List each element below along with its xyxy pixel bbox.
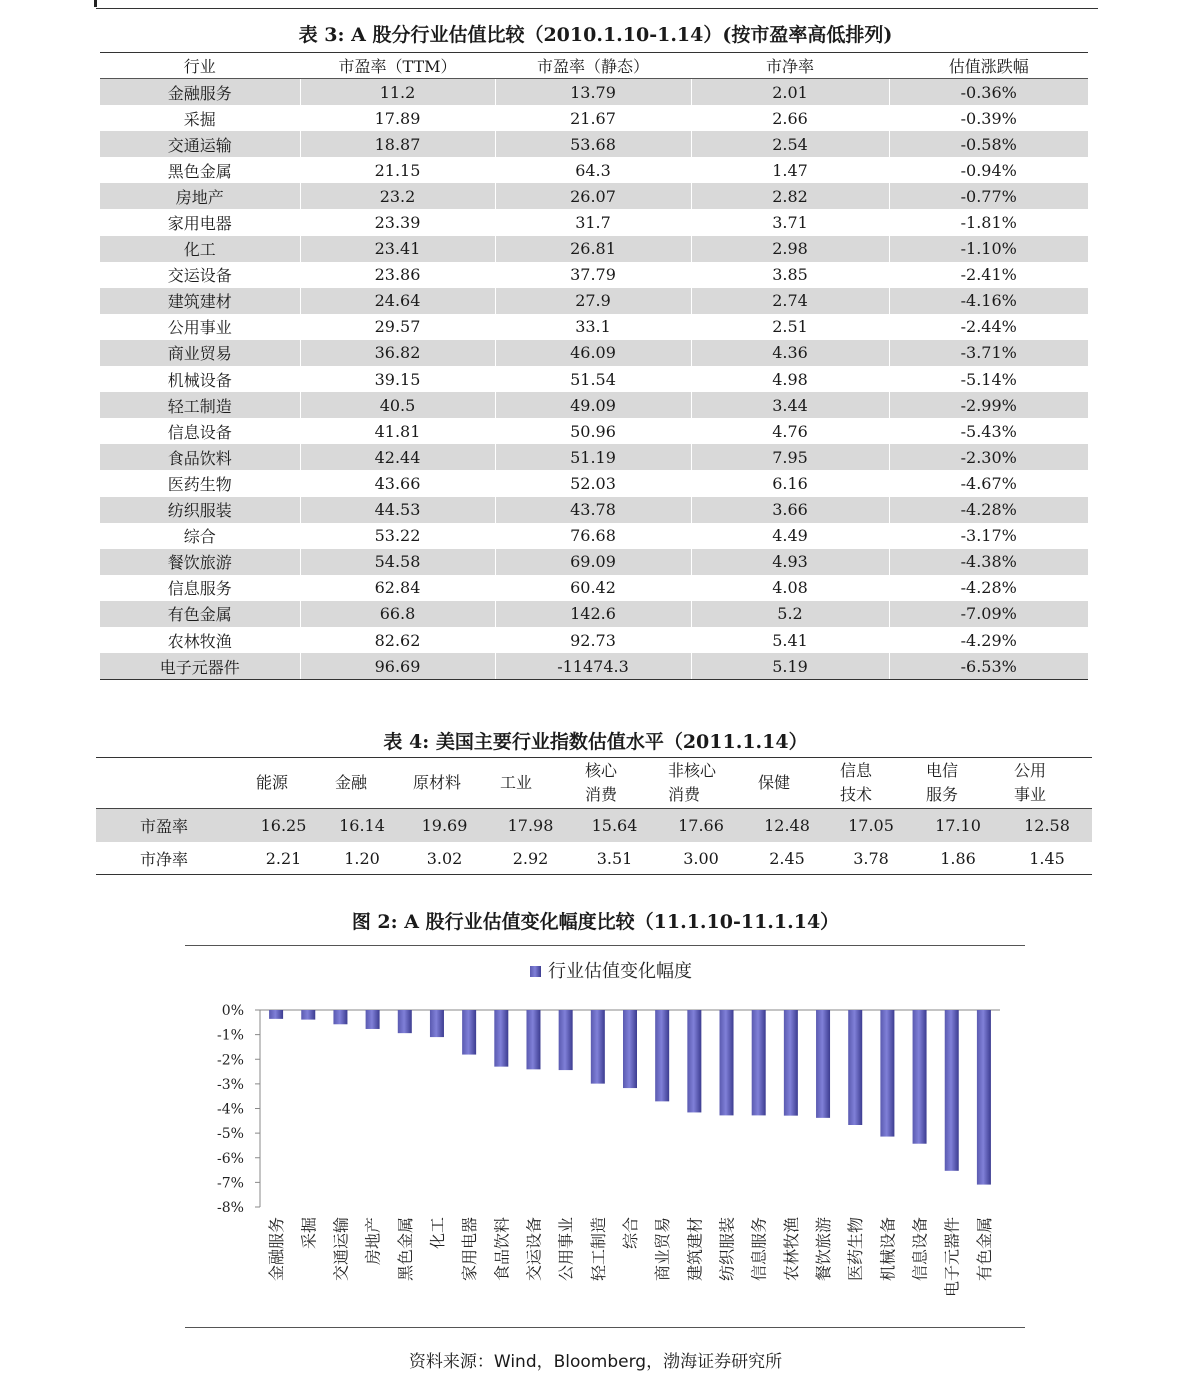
table-cell: 3.66 xyxy=(691,497,889,523)
table-header-row xyxy=(96,758,1092,809)
x-tick-label: 房地产 xyxy=(363,1217,383,1266)
table-row xyxy=(100,366,1088,392)
header-line: 技术 xyxy=(840,785,873,804)
table-cell: 11.2 xyxy=(300,79,495,106)
header-line: 消费 xyxy=(585,785,618,804)
table-cell: 5.19 xyxy=(691,653,889,680)
table4-caption: 表 4: 美国主要行业指数估值水平（2011.1.14） xyxy=(383,731,808,753)
corner-cell xyxy=(96,758,244,809)
table-cell: 3.51 xyxy=(573,842,656,875)
table-cell: -4.16% xyxy=(889,288,1088,314)
table-cell: 3.44 xyxy=(691,392,889,418)
table-cell: 46.09 xyxy=(495,340,691,366)
bar xyxy=(655,1010,669,1101)
industry-name: 餐饮旅游 xyxy=(100,549,300,575)
table-cell: 15.64 xyxy=(573,809,656,843)
table-cell: 62.84 xyxy=(300,575,495,601)
x-tick-label: 机械设备 xyxy=(878,1217,898,1282)
x-tick-label: 农林牧渔 xyxy=(781,1217,801,1282)
table-cell: 4.98 xyxy=(691,366,889,392)
x-tick-label: 纺织服装 xyxy=(717,1217,737,1282)
table-cell: 19.69 xyxy=(401,809,488,843)
industry-name: 综合 xyxy=(183,527,216,547)
bar xyxy=(333,1010,347,1024)
table-cell: 82.62 xyxy=(300,627,495,653)
table-cell: 16.14 xyxy=(323,809,401,843)
table-cell: 2.82 xyxy=(691,183,889,209)
column-header: 市盈率（静态） xyxy=(495,53,691,79)
table-cell: 4.49 xyxy=(691,523,889,549)
header-line: 保健 xyxy=(758,773,791,792)
table-row xyxy=(100,392,1088,418)
column-header xyxy=(828,758,914,809)
header-line: 原材料 xyxy=(413,773,462,792)
bar xyxy=(913,1010,927,1144)
table-cell: 2.01 xyxy=(691,79,889,106)
header-line: 工业 xyxy=(500,773,533,792)
table-cell: -4.38% xyxy=(889,549,1088,575)
table-row xyxy=(96,809,1092,843)
table-cell: 2.21 xyxy=(244,842,323,875)
table-row xyxy=(100,418,1088,444)
industry-name: 医药生物 xyxy=(167,474,232,494)
table-cell: -2.41% xyxy=(889,262,1088,288)
table-cell: 2.51 xyxy=(691,314,889,340)
y-tick-label: -2% xyxy=(217,1052,244,1069)
table-row xyxy=(100,131,1088,157)
industry-name: 公用事业 xyxy=(167,318,232,338)
column-header xyxy=(401,758,488,809)
table-cell: 12.58 xyxy=(1002,809,1092,843)
table-row xyxy=(100,601,1088,627)
bar xyxy=(591,1010,605,1084)
table-row xyxy=(100,288,1088,314)
table-row xyxy=(100,523,1088,549)
industry-name: 电子元器件 xyxy=(100,653,300,680)
x-tick-label: 建筑建材 xyxy=(685,1217,705,1282)
table-cell: 4.08 xyxy=(691,575,889,601)
table-cell: 23.86 xyxy=(300,262,495,288)
industry-name: 交通运输 xyxy=(100,131,300,157)
column-header: 行业 xyxy=(100,53,300,79)
valuation-change-chart xyxy=(185,945,1025,1328)
table3-caption: 表 3: A 股分行业估值比较（2010.1.10-1.14）(按市盈率高低排列) xyxy=(298,24,893,46)
table-row xyxy=(100,262,1088,288)
table-header-row xyxy=(100,53,1088,79)
column-header xyxy=(244,758,323,809)
table-cell: 69.09 xyxy=(495,549,691,575)
table-cell: 3.02 xyxy=(401,842,488,875)
table-row xyxy=(100,627,1088,653)
table-cell: -3.17% xyxy=(889,523,1088,549)
table-cell: 96.69 xyxy=(300,653,495,680)
header-line: 公用 xyxy=(1014,761,1047,780)
x-tick-label: 商业贸易 xyxy=(653,1217,673,1282)
column-header: 市盈率（TTM） xyxy=(300,53,495,79)
bar xyxy=(945,1010,959,1171)
table-cell: 60.42 xyxy=(495,575,691,601)
table-cell: 53.22 xyxy=(300,523,495,549)
table-cell: 13.79 xyxy=(495,79,691,106)
x-tick-label: 采掘 xyxy=(299,1217,319,1250)
column-header xyxy=(1002,758,1092,809)
table-cell: 3.85 xyxy=(691,262,889,288)
table-cell: 4.76 xyxy=(691,418,889,444)
bar xyxy=(430,1010,444,1037)
table-row xyxy=(100,470,1088,496)
table-cell: -4.28% xyxy=(889,575,1088,601)
industry-name: 机械设备 xyxy=(167,370,232,390)
header-line: 金融 xyxy=(335,773,368,792)
bar xyxy=(880,1010,894,1137)
table-cell: 5.2 xyxy=(691,601,889,627)
x-tick-label: 信息服务 xyxy=(749,1217,769,1282)
table-cell: 51.54 xyxy=(495,366,691,392)
industry-name: 食品饮料 xyxy=(100,444,300,470)
industry-name: 商业贸易 xyxy=(100,340,300,366)
bar xyxy=(848,1010,862,1125)
table-cell: 23.39 xyxy=(300,209,495,235)
header-line: 服务 xyxy=(926,785,959,804)
table-body xyxy=(96,809,1092,875)
table-row xyxy=(100,209,1088,235)
table-cell: 18.87 xyxy=(300,131,495,157)
table-cell: 53.68 xyxy=(495,131,691,157)
bar xyxy=(784,1010,798,1116)
table-row xyxy=(100,575,1088,601)
x-tick-label: 交运设备 xyxy=(524,1217,544,1282)
table-cell: -2.44% xyxy=(889,314,1088,340)
industry-name: 轻工制造 xyxy=(100,392,300,418)
industry-name: 信息设备 xyxy=(167,422,232,442)
table-cell: -0.39% xyxy=(889,105,1088,131)
column-header xyxy=(323,758,401,809)
industry-name: 有色金属 xyxy=(100,601,300,627)
table-cell: -6.53% xyxy=(889,653,1088,680)
row-label: 市盈率 xyxy=(96,809,244,843)
source-prefix: 资料来源： xyxy=(408,1352,494,1372)
table-row xyxy=(100,549,1088,575)
table-cell: 17.89 xyxy=(300,105,495,131)
table-cell: 42.44 xyxy=(300,444,495,470)
column-header: 估值涨跌幅 xyxy=(889,53,1088,79)
x-tick-label: 餐饮旅游 xyxy=(814,1217,834,1282)
x-tick-label: 家用电器 xyxy=(460,1217,480,1282)
table-row xyxy=(100,653,1088,680)
header-line: 电信 xyxy=(926,761,959,780)
table-cell: -7.09% xyxy=(889,601,1088,627)
x-tick-label: 医药生物 xyxy=(846,1217,866,1282)
table-cell: 2.74 xyxy=(691,288,889,314)
industry-name: 农林牧渔 xyxy=(167,631,232,651)
header-line: 核心 xyxy=(585,761,618,780)
table-cell: 33.1 xyxy=(495,314,691,340)
table-cell: -5.14% xyxy=(889,366,1088,392)
header-line: 事业 xyxy=(1014,785,1047,804)
industry-name: 家用电器 xyxy=(167,214,232,234)
table-cell: 26.07 xyxy=(495,183,691,209)
x-tick-label: 黑色金属 xyxy=(395,1217,415,1282)
y-tick-label: -6% xyxy=(217,1150,244,1167)
header-rule xyxy=(96,8,1098,9)
table-cell: 39.15 xyxy=(300,366,495,392)
column-header xyxy=(573,758,656,809)
bar xyxy=(623,1010,637,1088)
table-cell: -0.77% xyxy=(889,183,1088,209)
table-cell: 12.48 xyxy=(746,809,828,843)
table-cell: 43.66 xyxy=(300,470,495,496)
industry-name: 房地产 xyxy=(100,183,300,209)
bar xyxy=(687,1010,701,1112)
table-cell: 17.66 xyxy=(656,809,746,843)
table-cell: 43.78 xyxy=(495,497,691,523)
source-note xyxy=(0,1347,1191,1372)
bar xyxy=(301,1010,315,1020)
table-cell: 16.25 xyxy=(244,809,323,843)
chart-canvas xyxy=(185,946,1025,1327)
table-cell: 66.8 xyxy=(300,601,495,627)
table-cell: 17.05 xyxy=(828,809,914,843)
table-cell: -0.58% xyxy=(889,131,1088,157)
bar xyxy=(559,1010,573,1070)
table-cell: 2.66 xyxy=(691,105,889,131)
table-body xyxy=(100,79,1088,680)
x-tick-label: 交通运输 xyxy=(331,1217,351,1282)
table-cell: -4.28% xyxy=(889,497,1088,523)
table-cell: -4.67% xyxy=(889,470,1088,496)
bar xyxy=(526,1010,540,1069)
column-header xyxy=(914,758,1002,809)
table-cell: 27.9 xyxy=(495,288,691,314)
table-cell: 41.81 xyxy=(300,418,495,444)
x-tick-label: 金融服务 xyxy=(267,1217,287,1282)
x-tick-label: 公用事业 xyxy=(556,1217,576,1282)
table-row xyxy=(100,340,1088,366)
table-cell: 4.36 xyxy=(691,340,889,366)
table-cell: -11474.3 xyxy=(495,653,691,680)
row-label: 市净率 xyxy=(96,842,244,875)
header-line: 能源 xyxy=(256,773,289,792)
table-cell: 52.03 xyxy=(495,470,691,496)
bar xyxy=(269,1010,283,1019)
header-line: 信息 xyxy=(840,761,873,780)
table-cell: 54.58 xyxy=(300,549,495,575)
table-cell: 21.67 xyxy=(495,105,691,131)
table-row xyxy=(100,105,1088,131)
table-cell: 37.79 xyxy=(495,262,691,288)
x-tick-label: 综合 xyxy=(621,1217,640,1250)
figure2-caption: 图 2: A 股行业估值变化幅度比较（11.1.10-11.1.14） xyxy=(351,911,840,933)
industry-name: 化工 xyxy=(100,236,300,262)
column-header: 市净率 xyxy=(691,53,889,79)
table-cell: 26.81 xyxy=(495,236,691,262)
table-row xyxy=(100,314,1088,340)
y-tick-label: -7% xyxy=(217,1175,244,1192)
y-tick-label: -1% xyxy=(217,1027,244,1044)
table-cell: 36.82 xyxy=(300,340,495,366)
source-text: Wind，Bloomberg， xyxy=(493,1352,664,1372)
table-cell: 50.96 xyxy=(495,418,691,444)
legend-swatch xyxy=(530,966,541,977)
table-cell: 23.41 xyxy=(300,236,495,262)
table-cell: -2.30% xyxy=(889,444,1088,470)
table-cell: 64.3 xyxy=(495,157,691,183)
table-cell: 3.78 xyxy=(828,842,914,875)
table-cell: 17.98 xyxy=(488,809,573,843)
industry-valuation-table xyxy=(100,52,1088,680)
table-cell: 44.53 xyxy=(300,497,495,523)
table-row xyxy=(100,236,1088,262)
table-cell: 92.73 xyxy=(495,627,691,653)
bar xyxy=(752,1010,766,1115)
y-tick-label: 0% xyxy=(221,1003,244,1019)
industry-name: 信息服务 xyxy=(167,579,232,599)
header-mark xyxy=(94,0,97,7)
table-cell: -4.29% xyxy=(889,627,1088,653)
table-cell: 142.6 xyxy=(495,601,691,627)
table-cell: 1.20 xyxy=(323,842,401,875)
bar xyxy=(366,1010,380,1029)
column-header xyxy=(488,758,573,809)
header-line: 非核心 xyxy=(668,761,717,780)
table-cell: 1.45 xyxy=(1002,842,1092,875)
y-tick-label: -8% xyxy=(217,1200,244,1216)
table-cell: 2.98 xyxy=(691,236,889,262)
table-cell: 24.64 xyxy=(300,288,495,314)
industry-name: 交运设备 xyxy=(167,266,232,286)
table-row xyxy=(100,183,1088,209)
industry-name: 纺织服装 xyxy=(100,497,300,523)
table-cell: 3.71 xyxy=(691,209,889,235)
industry-name: 采掘 xyxy=(183,109,216,129)
table-cell: 40.5 xyxy=(300,392,495,418)
x-tick-label: 有色金属 xyxy=(974,1217,994,1282)
header-line: 消费 xyxy=(668,785,701,804)
table-cell: 2.54 xyxy=(691,131,889,157)
table-cell: 51.19 xyxy=(495,444,691,470)
legend-label: 行业估值变化幅度 xyxy=(548,961,692,982)
table-cell: -3.71% xyxy=(889,340,1088,366)
table-cell: -1.10% xyxy=(889,236,1088,262)
industry-name: 黑色金属 xyxy=(167,161,232,181)
industry-name: 金融服务 xyxy=(100,79,300,106)
table-cell: 4.93 xyxy=(691,549,889,575)
y-tick-label: -3% xyxy=(217,1076,244,1093)
table-row xyxy=(100,79,1088,106)
us-sector-valuation-table xyxy=(96,757,1092,875)
table-cell: 3.00 xyxy=(656,842,746,875)
industry-name: 建筑建材 xyxy=(100,288,300,314)
bar xyxy=(398,1010,412,1033)
table-row xyxy=(100,157,1088,183)
table-cell: 7.95 xyxy=(691,444,889,470)
table-row xyxy=(100,444,1088,470)
bar xyxy=(720,1010,734,1115)
source-suffix: 渤海证券研究所 xyxy=(663,1352,783,1372)
y-tick-label: -5% xyxy=(217,1126,244,1143)
x-tick-label: 轻工制造 xyxy=(588,1217,608,1282)
table-cell: 31.7 xyxy=(495,209,691,235)
table-row xyxy=(100,497,1088,523)
table-cell: -2.99% xyxy=(889,392,1088,418)
x-tick-label: 化工 xyxy=(427,1217,447,1250)
table-cell: 21.15 xyxy=(300,157,495,183)
y-tick-label: -4% xyxy=(217,1101,244,1118)
table-cell: -1.81% xyxy=(889,209,1088,235)
table-cell: 6.16 xyxy=(691,470,889,496)
bar xyxy=(462,1010,476,1055)
bar xyxy=(494,1010,508,1067)
table-cell: -0.36% xyxy=(889,79,1088,106)
table-cell: 23.2 xyxy=(300,183,495,209)
table-cell: -5.43% xyxy=(889,418,1088,444)
table-cell: 1.86 xyxy=(914,842,1002,875)
table-cell: 49.09 xyxy=(495,392,691,418)
x-tick-label: 电子元器件 xyxy=(942,1217,962,1298)
table-cell: 29.57 xyxy=(300,314,495,340)
table-cell: 1.47 xyxy=(691,157,889,183)
bar xyxy=(816,1010,830,1118)
column-header xyxy=(746,758,828,809)
table-cell: 76.68 xyxy=(495,523,691,549)
x-tick-label: 信息设备 xyxy=(910,1217,930,1282)
x-tick-label: 食品饮料 xyxy=(492,1217,512,1282)
table-cell: 2.92 xyxy=(488,842,573,875)
column-header xyxy=(656,758,746,809)
table-cell: -0.94% xyxy=(889,157,1088,183)
table-cell: 17.10 xyxy=(914,809,1002,843)
table-cell: 2.45 xyxy=(746,842,828,875)
table-cell: 5.41 xyxy=(691,627,889,653)
bar xyxy=(977,1010,991,1185)
table-row xyxy=(96,842,1092,875)
